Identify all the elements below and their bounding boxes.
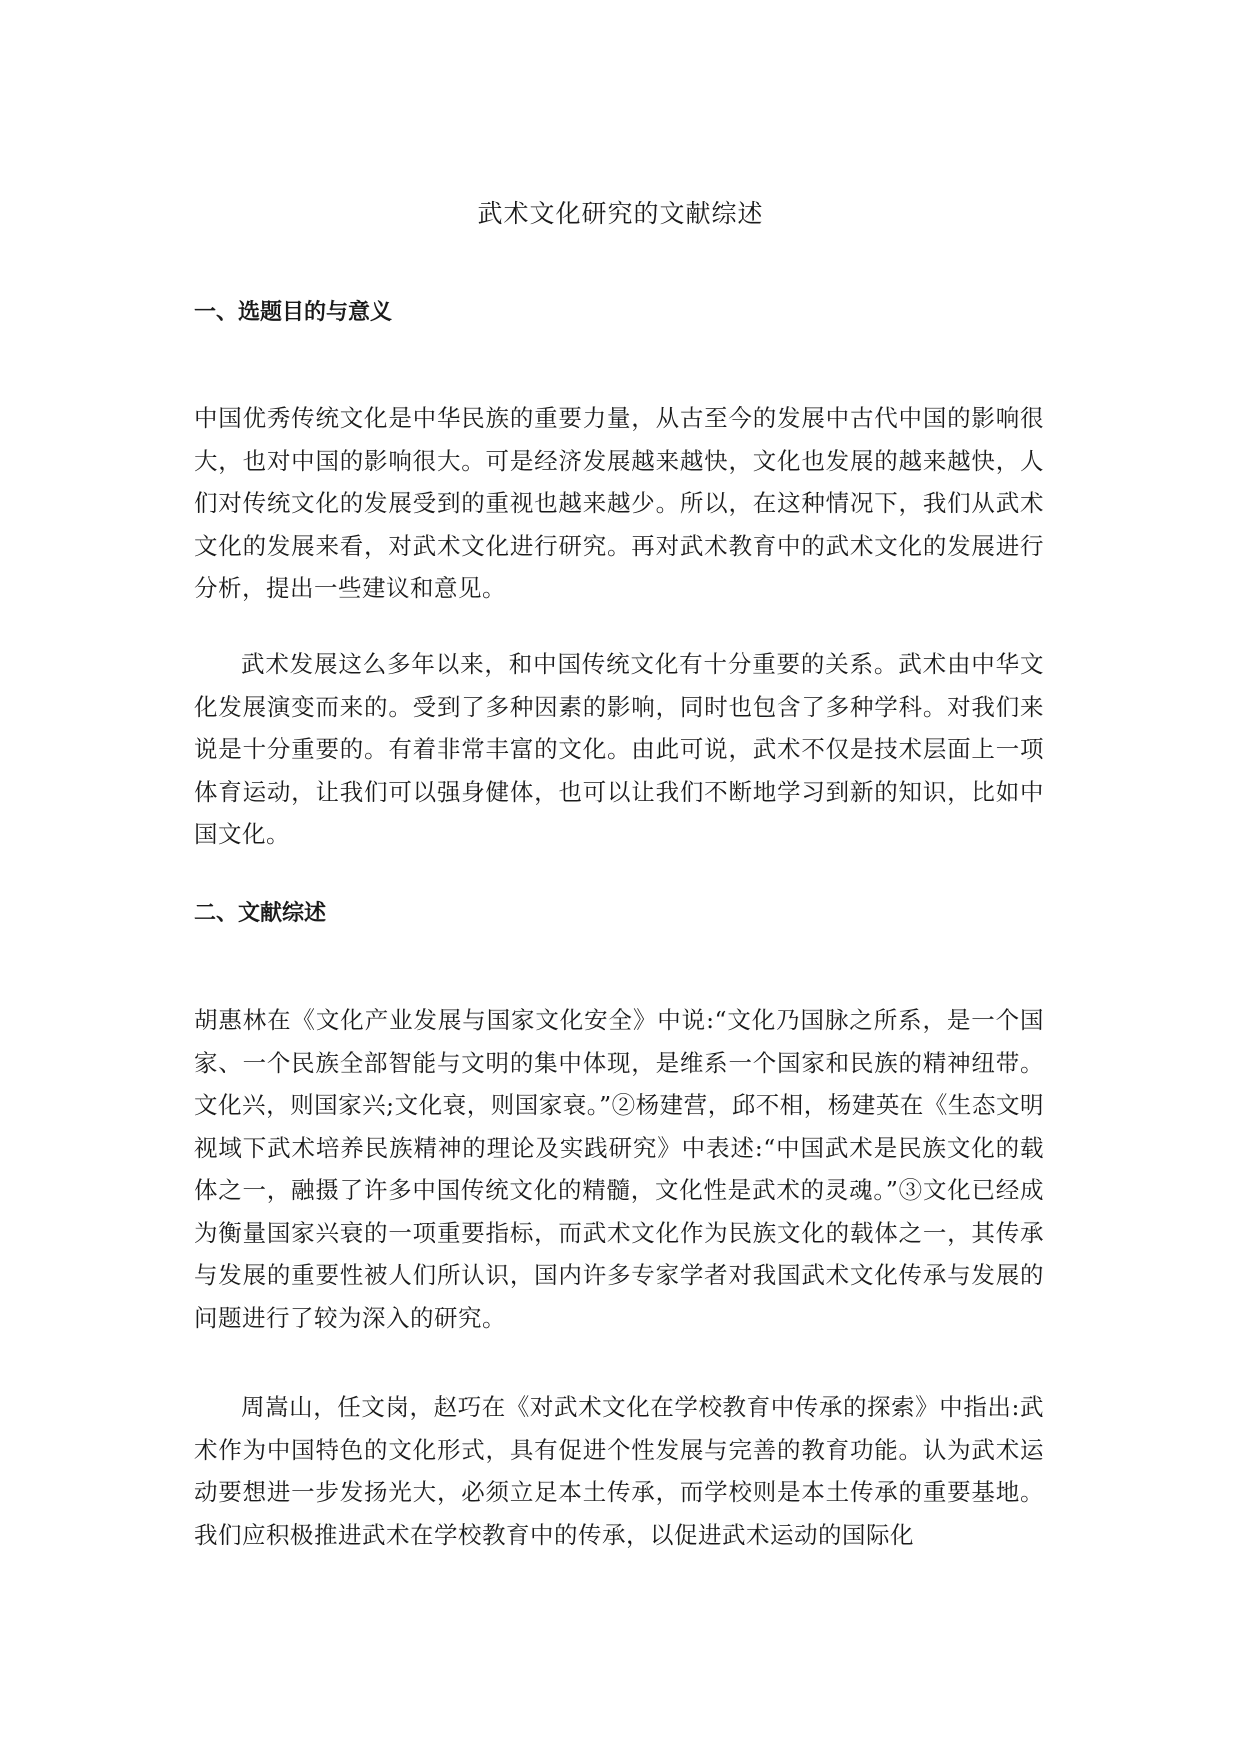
document-title: 武术文化研究的文献综述 — [477, 199, 764, 228]
paragraph-purpose-2: 武术发展这么多年以来，和中国传统文化有十分重要的关系。武术由中华文化发展演变而来的。受到了多种因素的影响，同时也包含了多种学科。对我们来说是十分重要的。有着非常丰富的文化。由此可说，武术不仅是技术层面上一项体育运动，让我们可以强身健体，也可以让我们不断地学习到新的知识，比如中国文化。 — [194, 650, 1044, 848]
paragraph-purpose-1: 中国优秀传统文化是中华民族的重要力量，从古至今的发展中古代中国的影响很大，也对中国的影响很大。可是经济发展越来越快，文化也发展的越来越快，人们对传统文化的发展受到的重视也越来越少。所以，在这种情况下，我们从武术文化的发展来看，对武术文化进行研究。再对武术教育中的武术文化的发展进行分析，提出一些建议和意见。 — [194, 404, 1044, 602]
section-heading-purpose: 一、选题目的与意义 — [194, 300, 393, 325]
section-heading-literature-review: 二、文献综述 — [194, 901, 327, 926]
paragraph-review-2: 周嵩山，任文岗，赵巧在《对武术文化在学校教育中传承的探索》中指出:武术作为中国特色的文化形式，具有促进个性发展与完善的教育功能。认为武术运动要想进一步发扬光大，必须立足本土传承，而学校则是本土传承的重要基地。我们应积极推进武术在学校教育中的传承，以促进武术运动的国际化 — [194, 1393, 1044, 1549]
paragraph-review-1: 胡惠林在《文化产业发展与国家文化安全》中说:“文化乃国脉之所系，是一个国家、一个民族全部智能与文明的集中体现，是维系一个国家和民族的精神纽带。文化兴，则国家兴;文化衰，则国家衰。”②杨建营，邱不相，杨建英在《生态文明视域下武术培养民族精神的理论及实践研究》中表述:“中国武术是民族文化的载体之一，融摄了许多中国传统文化的精髓，文化性是武术的灵魂。”③文化已经成为衡量国家兴衰的一项重要指标，而武术文化作为民族文化的载体之一，其传承与发展的重要性被人们所认识，国内许多专家学者对我国武术文化传承与发展的问题进行了较为深入的研究。 — [194, 1006, 1044, 1332]
